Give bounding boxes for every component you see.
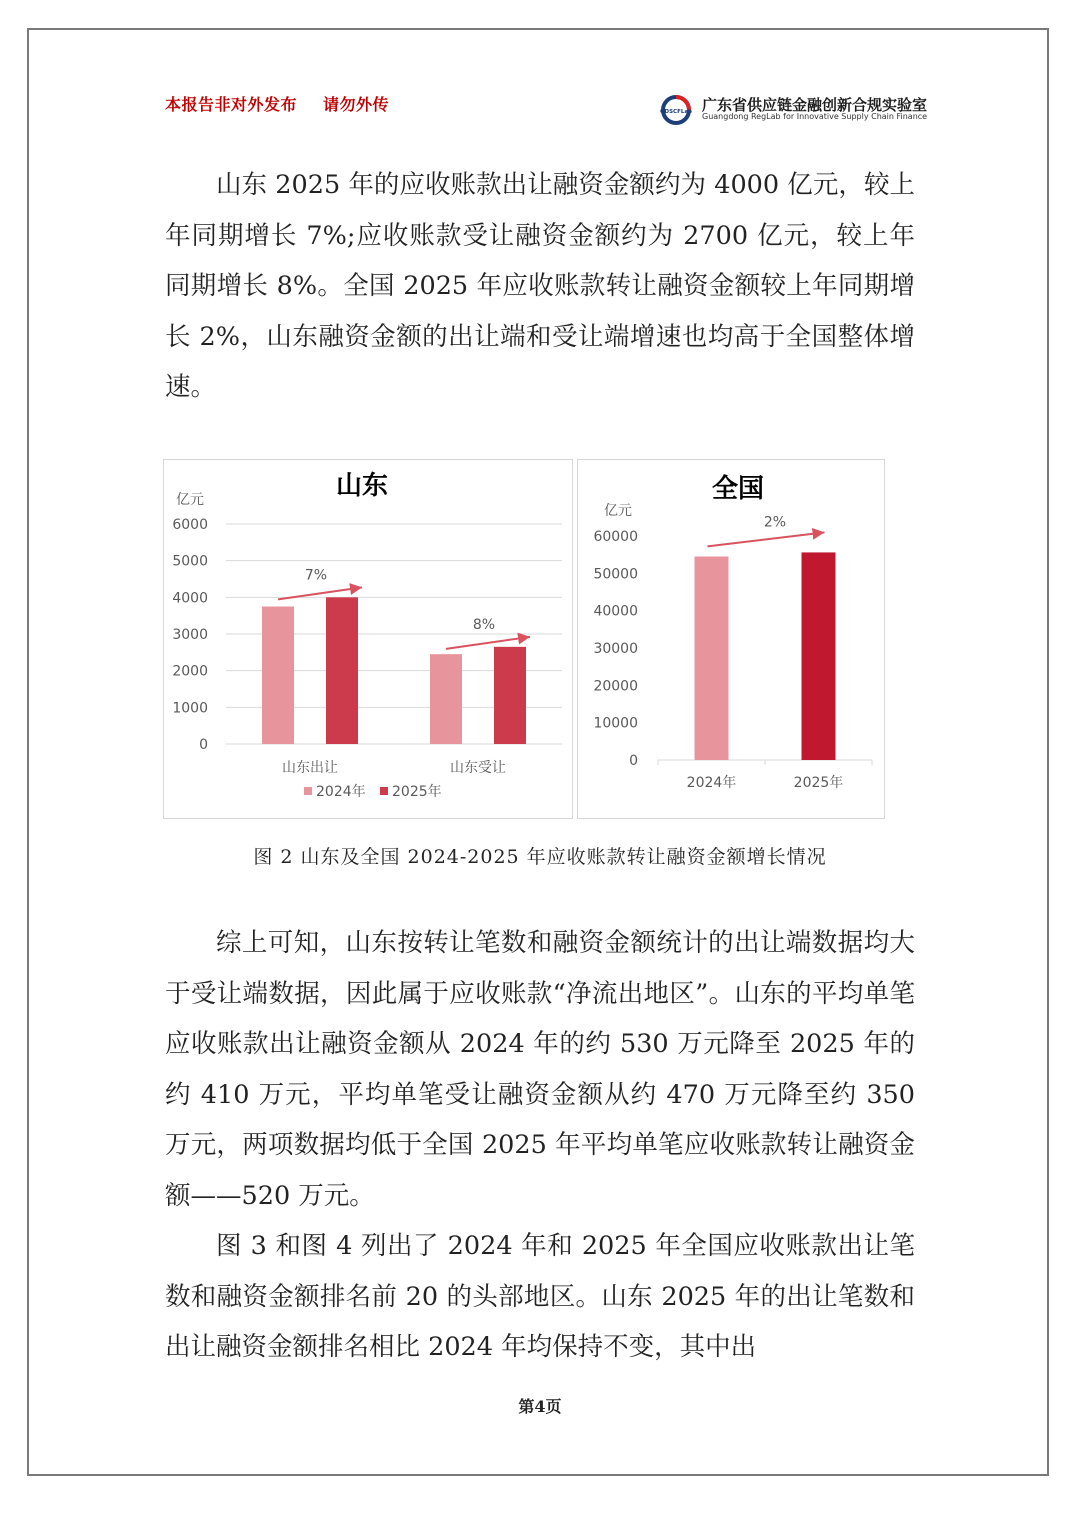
- paragraph-3-text: 图 3 和图 4 列出了 2024 年和 2025 年全国应收账款出让笔数和融资金额排名前 20 的头部地区。山东 2025 年的出让笔数和出让融资金额排名相比 2024 年均保持不变，其中出: [165, 1231, 915, 1362]
- legend-label-2024: 2024年: [316, 784, 366, 800]
- bar: [262, 607, 294, 745]
- notice-text-1: 本报告非对外发布: [165, 95, 298, 114]
- y-tick-label: 1000: [172, 700, 208, 717]
- y-tick-label: 3000: [172, 627, 208, 643]
- chart-national: [577, 459, 885, 819]
- chart-title: 全国: [711, 474, 765, 504]
- page-number: 第4页: [518, 1397, 562, 1416]
- chart-title: 山东: [335, 471, 389, 501]
- y-tick-label: 60000: [593, 529, 638, 545]
- chart-shandong: [163, 459, 573, 819]
- legend-swatch-2024: [304, 787, 312, 795]
- notice-text-2: 请勿外传: [323, 95, 390, 114]
- bar: [802, 552, 836, 760]
- paragraph-2: [165, 918, 915, 1373]
- y-tick-label: 10000: [593, 715, 638, 732]
- x-tick-label: 山东受让: [450, 760, 506, 776]
- bar: [494, 647, 526, 744]
- y-unit-label: 亿元: [176, 492, 204, 508]
- confidential-notice: [165, 92, 389, 115]
- y-tick-label: 50000: [593, 566, 638, 583]
- logo-name-en: Guangdong RegLab for Innovative Supply Chain Finance: [702, 112, 928, 121]
- legend-swatch-2025: [380, 787, 388, 795]
- lab-logo-icon: [660, 94, 698, 126]
- chart-shandong-svg: [164, 460, 572, 818]
- figure-caption: 图 2 山东及全国 2024-2025 年应收账款转让融资金额增长情况: [253, 846, 827, 868]
- bar: [430, 654, 462, 744]
- y-tick-label: 0: [629, 753, 638, 769]
- y-unit-label: 亿元: [604, 503, 632, 519]
- lab-logo: [660, 94, 928, 126]
- x-tick-label: 2025年: [793, 775, 844, 791]
- paragraph-1: [165, 160, 915, 413]
- y-tick-label: 4000: [172, 590, 208, 607]
- growth-rate-label: 7%: [304, 567, 328, 584]
- y-tick-label: 2000: [172, 663, 208, 680]
- legend-label-2025: 2025年: [392, 784, 442, 800]
- growth-arrow: [708, 532, 825, 546]
- y-tick-label: 5000: [172, 553, 208, 570]
- bar: [695, 557, 729, 760]
- x-tick-label: 山东出让: [282, 760, 338, 776]
- paragraph-1-text: 山东 2025 年的应收账款出让融资金额约为 4000 亿元，较上年同期增长 7%;应收账款受让融资金额约为 2700 亿元，较上年同期增长 8%。全国 2025 年应收账款转让融资金额较上年同期增长 2%，山东融资金额的出让端和受让端增速也均高于全国整体增速。: [165, 170, 915, 402]
- y-tick-label: 0: [199, 737, 208, 753]
- growth-rate-label: 8%: [472, 616, 496, 633]
- growth-rate-label: 2%: [763, 514, 787, 531]
- chart-national-svg: [578, 460, 884, 818]
- paragraph-2-text: 综上可知，山东按转让笔数和融资金额统计的出让端数据均大于受让端数据，因此属于应收账款“净流出地区”。山东的平均单笔应收账款出让融资金额从 2024 年的约 530 万元降至 2025 年的约 410 万元，平均单笔受让融资金额从约 470 万元降至约 350 万元，两项数据均低于全国 2025 年平均单笔应收账款转让融资金额——520 万元。: [165, 928, 915, 1211]
- y-tick-label: 6000: [172, 517, 208, 533]
- bar: [326, 597, 358, 744]
- x-tick-label: 2024年: [686, 775, 737, 791]
- y-tick-label: 30000: [593, 641, 638, 657]
- y-tick-label: 40000: [593, 603, 638, 620]
- logo-badge: GDSCFLab: [660, 109, 692, 115]
- y-tick-label: 20000: [593, 678, 638, 695]
- logo-name-cn: 广东省供应链金融创新合规实验室: [702, 96, 928, 114]
